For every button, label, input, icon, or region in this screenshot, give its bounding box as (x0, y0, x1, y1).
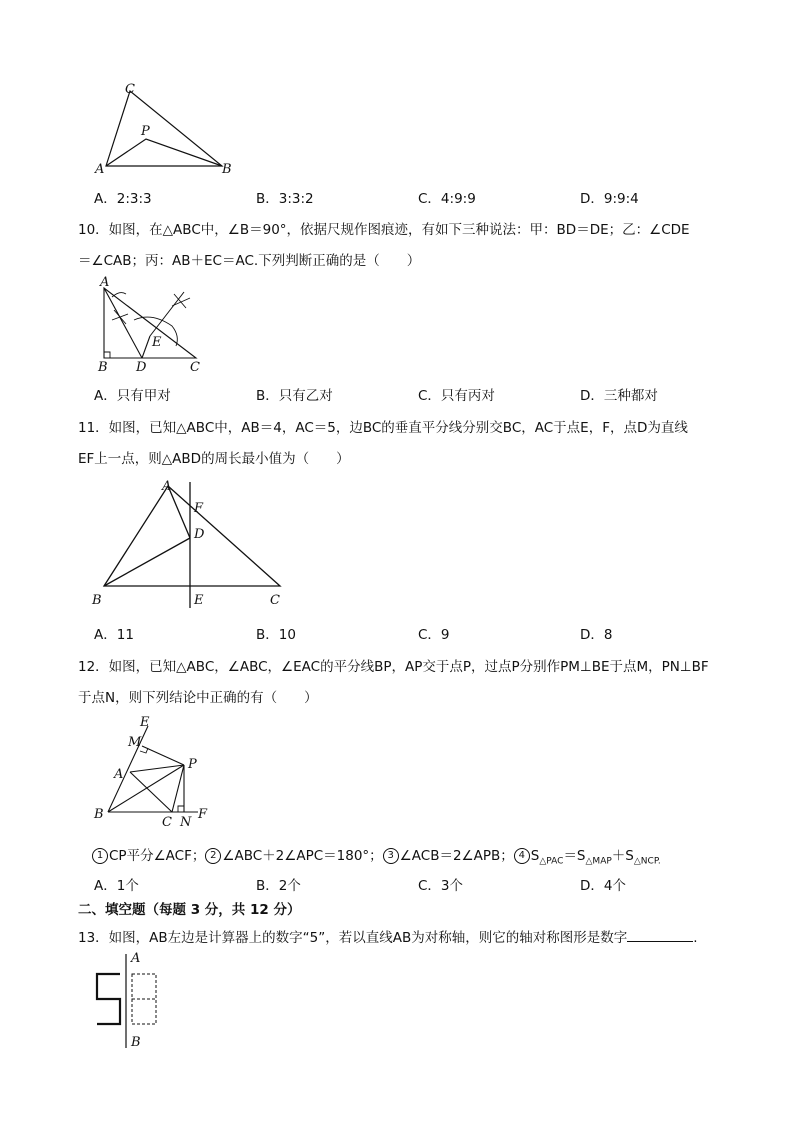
q9-option-a[interactable]: A．2:3:3 (94, 191, 152, 207)
conclusion-4-sub2: △MAP (585, 856, 612, 867)
label-N: N (180, 815, 192, 830)
label-F: F (198, 807, 208, 822)
q9-option-b[interactable]: B．3:3:2 (256, 191, 314, 207)
q10-option-d[interactable]: D．三种都对 (580, 388, 658, 404)
conclusion-4-eq: ＝S (563, 848, 586, 864)
conclusion-4-sub3: △NCP. (633, 856, 661, 867)
label-P: P (141, 124, 150, 139)
q10-stem-line2: ＝∠CAB；丙：AB＋EC＝AC.下列判断正确的是（ ） (78, 253, 421, 269)
q13-figure (88, 948, 178, 1052)
label-B: B (98, 360, 108, 375)
label-E: E (140, 715, 150, 730)
q12-stem-line2: 于点N，则下列结论中正确的有（ ） (78, 690, 318, 706)
q11-option-a[interactable]: A．11 (94, 627, 134, 643)
q11-stem-line2: EF上一点，则△ABD的周长最小值为（ ） (78, 451, 350, 467)
q11-figure (88, 474, 298, 614)
q13-stem (78, 926, 698, 946)
label-A: A (95, 162, 105, 177)
label-D: D (136, 360, 147, 375)
q10-option-c[interactable]: C．只有丙对 (418, 388, 495, 404)
q12-figure (90, 712, 220, 830)
q9-option-d[interactable]: D．9:9:4 (580, 191, 639, 207)
q9-option-c[interactable]: C．4:9:9 (418, 191, 476, 207)
q12-option-b[interactable]: B．2个 (256, 878, 301, 894)
label-F: F (194, 501, 204, 516)
conclusion-4-plus: ＋S (611, 848, 634, 864)
label-E: E (152, 335, 162, 350)
section-title: 二、填空题（每题 3 分，共 12 分） (78, 902, 301, 918)
label-B: B (222, 162, 232, 177)
conclusion-2: ∠ABC＋2∠APC＝180°； (222, 848, 383, 864)
circle-number-1: 1 (92, 848, 108, 864)
conclusion-4-s1: S (530, 848, 540, 864)
label-E: E (194, 593, 204, 608)
q10-stem-line1: 10．如图，在△ABC中，∠B＝90°，依据尺规作图痕迹，有如下三种说法：甲：BD＝DE；乙：∠CDE (78, 222, 690, 238)
q10-figure (90, 272, 220, 376)
circle-number-4: 4 (514, 848, 530, 864)
label-C: C (270, 593, 280, 608)
q11-option-b[interactable]: B．10 (256, 627, 296, 643)
q12-option-a[interactable]: A．1个 (94, 878, 139, 894)
q11-stem-line1: 11．如图，已知△ABC中，AB＝4，AC＝5，边BC的垂直平分线分别交BC，AC于点E，F，点D为直线 (78, 420, 688, 436)
label-B: B (131, 1035, 141, 1050)
label-A: A (131, 951, 141, 966)
q10-option-a[interactable]: A．只有甲对 (94, 388, 171, 404)
q10-option-b[interactable]: B．只有乙对 (256, 388, 333, 404)
q13-end: . (693, 930, 698, 946)
q12-stem-line1: 12．如图，已知△ABC，∠ABC，∠EAC的平分线BP，AP交于点P，过点P分别作PM⊥BE于点M，PN⊥BF (78, 659, 709, 675)
q13-text: 13．如图，AB左边是计算器上的数字“5”，若以直线AB为对称轴，则它的轴对称图形是数字 (78, 930, 628, 946)
label-A: A (100, 275, 110, 290)
label-P: P (188, 757, 197, 772)
q9-figure (90, 78, 240, 178)
label-M: M (128, 735, 142, 750)
q12-option-d[interactable]: D．4个 (580, 878, 626, 894)
conclusion-4-sub1: △PAC (539, 856, 564, 867)
label-C: C (162, 815, 172, 830)
label-D: D (194, 527, 205, 542)
q12-option-c[interactable]: C．3个 (418, 878, 464, 894)
label-B: B (94, 807, 104, 822)
label-A: A (114, 767, 124, 782)
label-A: A (162, 479, 172, 494)
q11-option-c[interactable]: C．9 (418, 627, 450, 643)
circle-number-3: 3 (383, 848, 399, 864)
conclusion-1: CP平分∠ACF； (109, 848, 206, 864)
q13-answer-blank[interactable] (627, 929, 693, 942)
label-B: B (92, 593, 102, 608)
q12-conclusions (92, 844, 661, 867)
label-C: C (125, 82, 135, 97)
q11-option-d[interactable]: D．8 (580, 627, 613, 643)
conclusion-3: ∠ACB＝2∠APB； (399, 848, 514, 864)
label-C: C (190, 360, 200, 375)
circle-number-2: 2 (205, 848, 221, 864)
